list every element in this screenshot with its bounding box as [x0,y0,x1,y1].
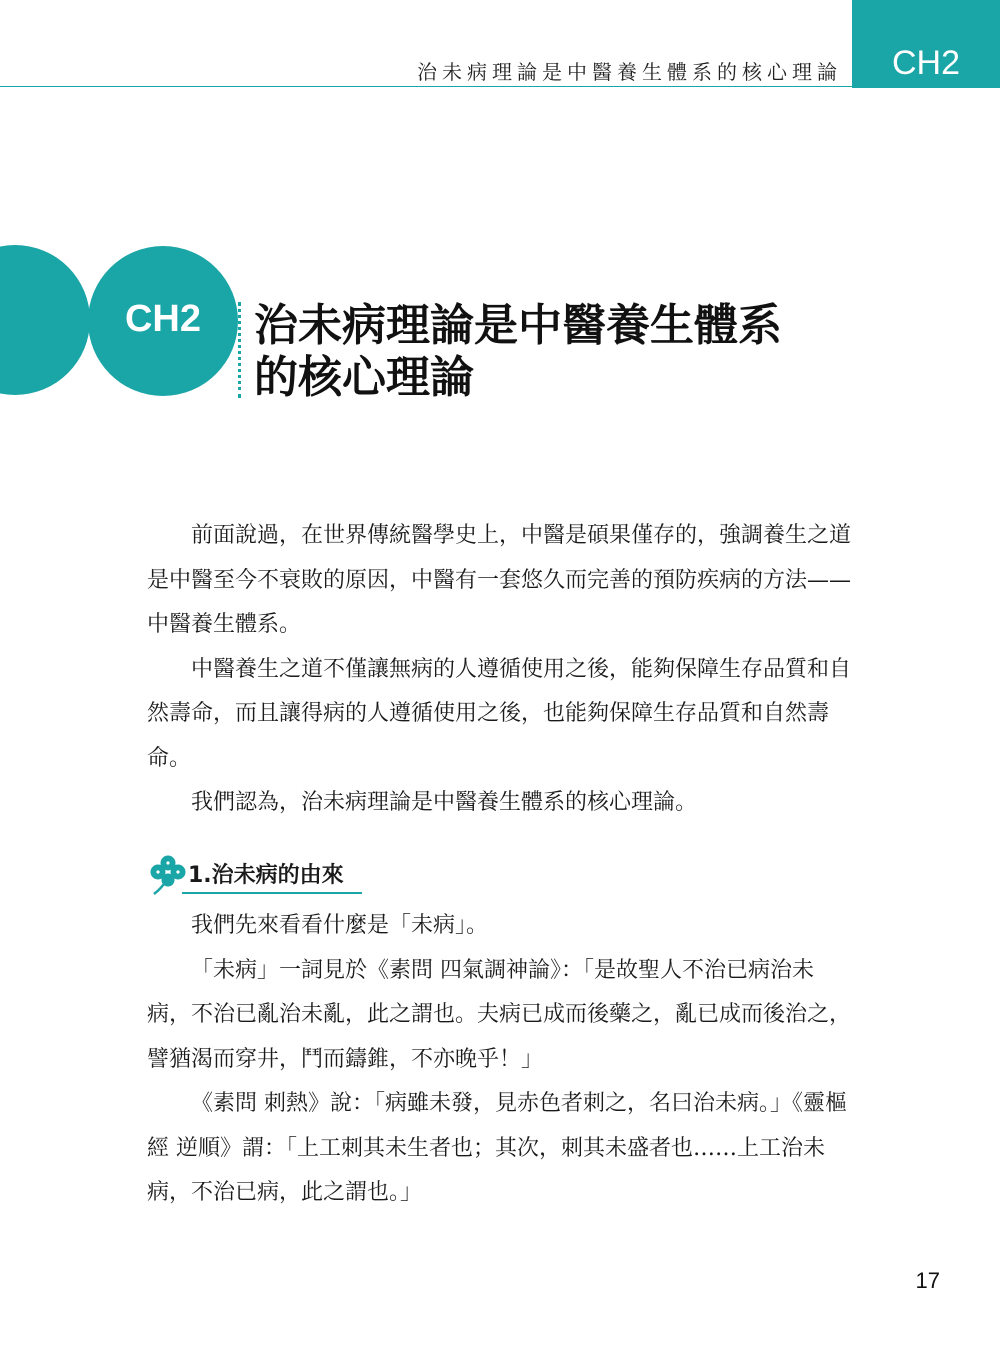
section-paragraph-3: 《素問 刺熱》說：「病雖未發，見赤色者刺之，名曰治未病。」《靈樞經 逆順》謂：「上工刺其未生者也；其次，刺其未盛者也……上工治未病，不治已病，此之謂也。」 [147,1091,847,1205]
section-paragraph-2: 「未病」一詞見於《素問 四氣調神論》：「是故聖人不治已病治未病，不治已亂治未亂，此之謂也。夫病已成而後藥之，亂已成而後治之，譬猶渴而穿井，鬥而鑄錐，不亦晚乎！」 [147,957,852,1072]
dotted-divider [238,302,241,398]
intro-paragraph-3: 我們認為，治未病理論是中醫養生體系的核心理論。 [191,790,698,815]
intro-paragraph-2: 中醫養生之道不僅讓無病的人遵循使用之後，能夠保障生存品質和自然壽命，而且讓得病的人遵循使用之後，也能夠保障生存品質和自然壽命。 [147,656,852,771]
intro-paragraph-1: 前面說過，在世界傳統醫學史上，中醫是碩果僅存的，強調養生之道是中醫至今不衰敗的原因，中醫有一套悠久而完善的預防疾病的方法——中醫養生體系。 [147,523,852,637]
header-rule [0,86,1000,87]
running-title: 治未病理論是中醫養生體系的核心理論 [417,60,842,84]
chapter-title-line-2: 的核心理論 [254,352,474,403]
section-body [147,904,857,1216]
clover-icon [146,852,190,896]
section-title: 1.治未病的由來 [188,863,344,888]
chapter-tab-label: CH2 [891,44,961,82]
chapter-tab [852,0,1000,88]
page-number: 17 [915,1268,940,1293]
chapter-number: CH2 [124,298,202,340]
chapter-title-line-1: 治未病理論是中醫養生體系 [254,300,782,351]
chapter-title [254,300,874,404]
section-paragraph-1: 我們先來看看什麼是「未病」。 [191,913,489,938]
intro-body [147,514,857,826]
section-underline [182,892,362,894]
chapter-circle-left [0,245,90,395]
